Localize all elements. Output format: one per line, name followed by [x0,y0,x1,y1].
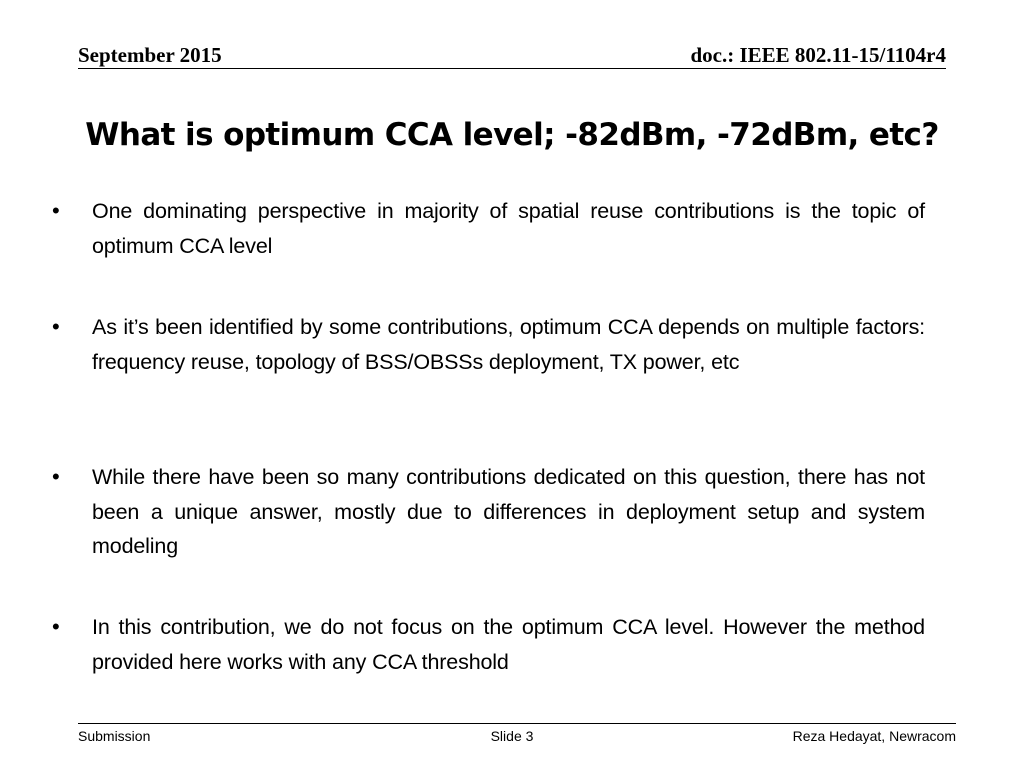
footer-author: Reza Hedayat, Newracom [792,728,956,744]
slide-title: What is optimum CCA level; -82dBm, -72dBm, etc? [85,117,939,153]
header-doc-id: doc.: IEEE 802.11-15/1104r4 [690,43,946,67]
footer-slide-number: Slide 3 [490,728,534,744]
bullet-marker: • [52,314,60,339]
footer-submission: Submission [78,728,151,744]
footer-divider [78,723,956,724]
bullet-marker: • [52,464,60,489]
bullet-text: In this contribution, we do not focus on the optimum CCA level. However the method provided here works with any CCA threshold [92,615,925,674]
bullet-text: While there have been so many contributions dedicated on this question, there has not been a unique answer, mostly due to differences in deployment setup and system modeling [92,465,925,558]
bullet-marker: • [52,198,60,223]
bullet-text: One dominating perspective in majority of spatial reuse contributions is the topic of optimum CCA level [92,199,925,258]
bullet-marker: • [52,614,60,639]
header-date: September 2015 [78,43,222,67]
bullet-text: As it’s been identified by some contributions, optimum CCA depends on multiple factors: frequency reuse, topology of BSS/OBSSs deployment, TX power, etc [92,315,925,374]
header-divider [78,68,946,69]
